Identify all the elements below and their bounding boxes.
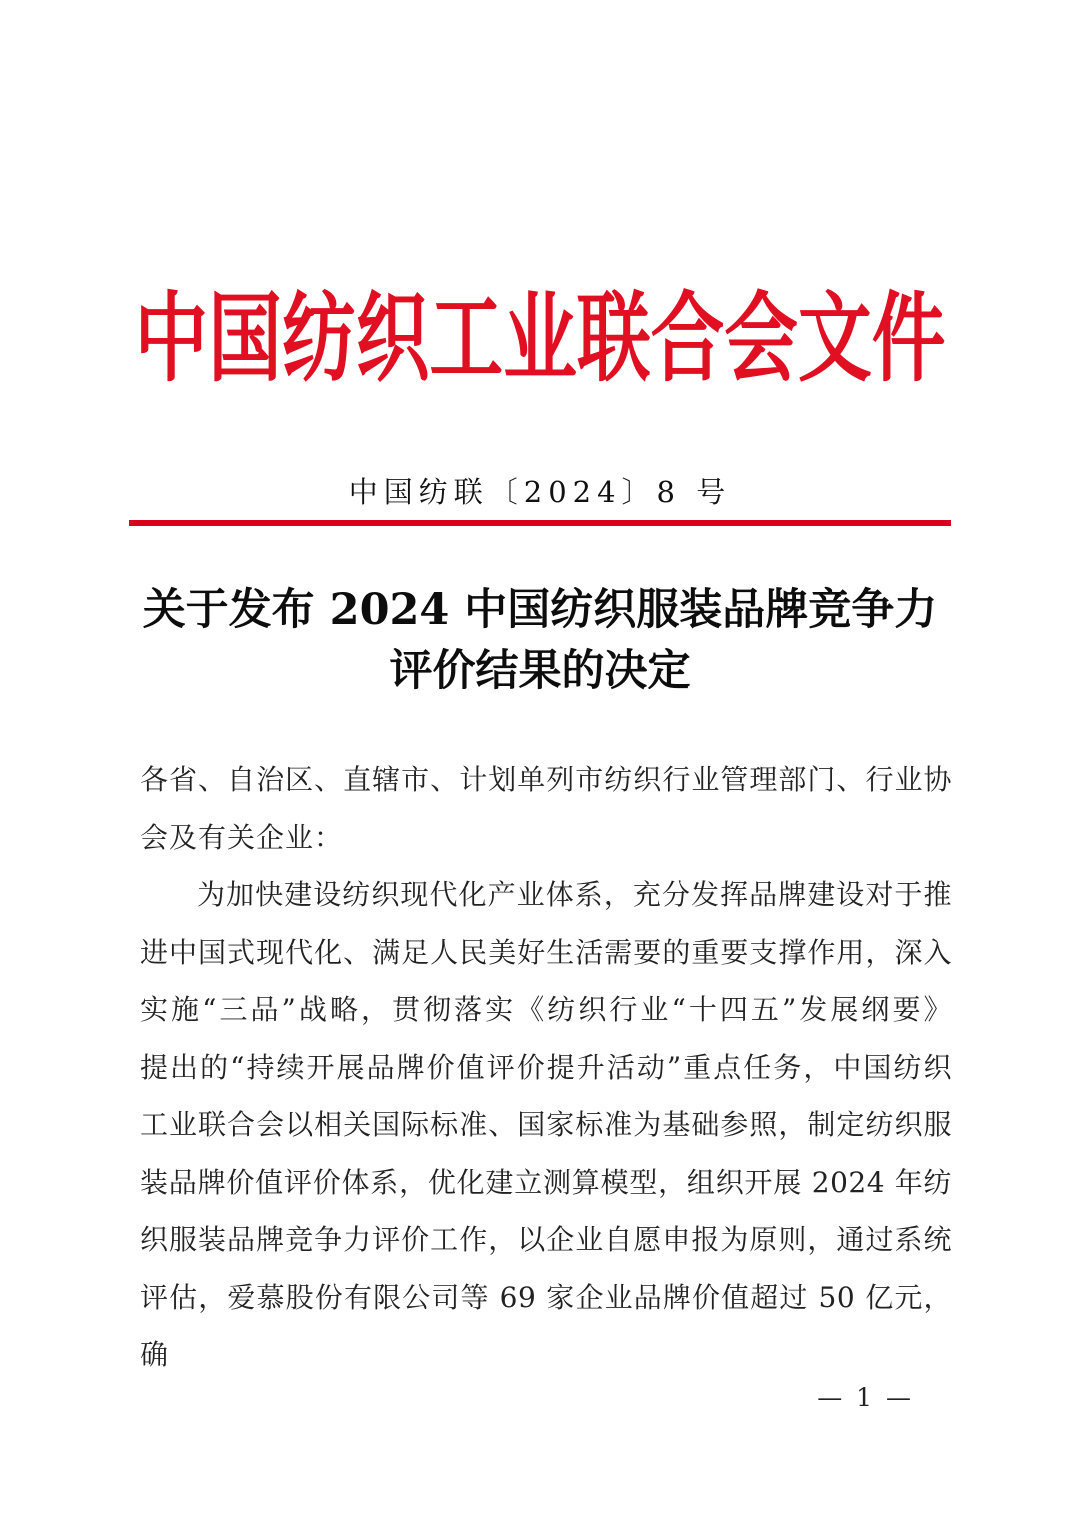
document-title-line2: 评价结果的决定 bbox=[389, 646, 691, 696]
body-line: 实施“三品”战略，贯彻落实《纺织行业“十四五”发展纲要》 bbox=[140, 993, 952, 1026]
page-number: — 1 — bbox=[817, 1383, 914, 1412]
body-line: 工业联合会以相关国际标准、国家标准为基础参照，制定纺织服 bbox=[140, 1108, 952, 1141]
red-divider-line bbox=[129, 520, 951, 526]
body-line: 评估，爱慕股份有限公司等 69 家企业品牌价值超过 50 亿元，确 bbox=[140, 1280, 952, 1371]
document-title-line1: 关于发布 2024 中国纺织服装品牌竞争力 bbox=[142, 585, 938, 635]
document-number: 中国纺联〔2024〕8 号 bbox=[348, 475, 732, 509]
body-line: 提出的“持续开展品牌价值评价提升活动”重点任务，中国纺织 bbox=[140, 1050, 952, 1084]
body-line: 装品牌价值评价体系，优化建立测算模型，组织开展 2024 年纺 bbox=[140, 1165, 952, 1199]
body-line: 进中国式现代化、满足人民美好生活需要的重要支撑作用，深入 bbox=[140, 935, 952, 969]
body-line: 为加快建设纺织现代化产业体系，充分发挥品牌建设对于推 bbox=[197, 878, 952, 911]
document-title bbox=[0, 580, 1080, 702]
body-line: 织服装品牌竞争力评价工作，以企业自愿申报为原则，通过系统 bbox=[140, 1223, 952, 1256]
body-line: 各省、自治区、直辖市、计划单列市纺织行业管理部门、行业协 bbox=[140, 763, 952, 796]
letterhead-title: 中国纺织工业联合会文件 bbox=[134, 281, 946, 395]
body-text bbox=[140, 751, 952, 1371]
body-line: 会及有关企业： bbox=[140, 820, 344, 854]
